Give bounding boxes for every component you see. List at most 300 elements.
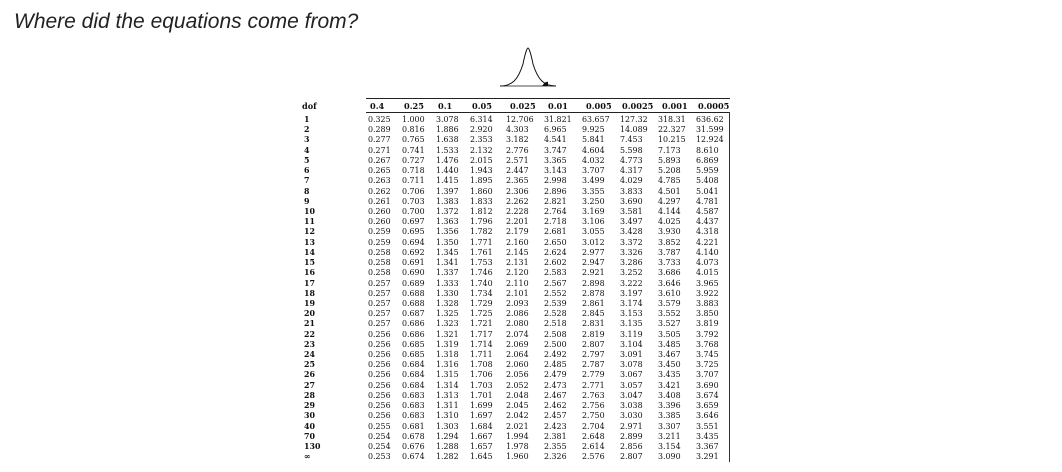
table-cell: 2.576 bbox=[582, 452, 605, 462]
table-cell: 8.610 bbox=[696, 145, 719, 155]
table-cell: 3.707 bbox=[582, 166, 605, 176]
table-cell: 0.686 bbox=[402, 319, 425, 329]
table-cell: 3.078 bbox=[620, 360, 643, 370]
table-cell: 0.695 bbox=[402, 227, 425, 237]
table-cell: 5.408 bbox=[696, 176, 719, 186]
table-cell: 0.257 bbox=[368, 288, 391, 298]
table-cell: 1.860 bbox=[470, 186, 493, 196]
table-cell: 2.771 bbox=[582, 380, 605, 390]
table-cell: 0.260 bbox=[368, 206, 391, 216]
table-cell: 3.819 bbox=[696, 319, 719, 329]
table-cell: 2.648 bbox=[582, 431, 605, 441]
table-cell: 2.015 bbox=[470, 155, 493, 165]
table-cell: 3.106 bbox=[582, 217, 605, 227]
table-cell: 4.029 bbox=[620, 176, 643, 186]
table-cell: 2.479 bbox=[544, 370, 567, 380]
table-cell: 2.819 bbox=[582, 329, 605, 339]
table-cell: 2.052 bbox=[506, 380, 529, 390]
table-cell: 3.435 bbox=[658, 370, 681, 380]
table-cell: 1.319 bbox=[436, 339, 459, 349]
table-cell: 3.291 bbox=[696, 452, 719, 462]
alpha-header: 0.001 bbox=[662, 101, 688, 111]
table-cell: 3.182 bbox=[506, 135, 529, 145]
table-cell: 3.450 bbox=[658, 360, 681, 370]
table-cell: 2.807 bbox=[582, 339, 605, 349]
table-cell: 1.746 bbox=[470, 268, 493, 278]
table-cell: 31.821 bbox=[544, 115, 572, 124]
table-cell: 0.683 bbox=[402, 390, 425, 400]
table-cell: 0.687 bbox=[402, 309, 425, 319]
table-cell: 3.485 bbox=[658, 339, 681, 349]
table-cell: 0.688 bbox=[402, 288, 425, 298]
dof-cell: 11 bbox=[304, 217, 315, 227]
table-cell: 3.733 bbox=[658, 258, 681, 268]
table-cell: 0.683 bbox=[402, 401, 425, 411]
table-cell: 14.089 bbox=[620, 125, 648, 135]
table-cell: 0.258 bbox=[368, 247, 391, 257]
table-cell: 3.030 bbox=[620, 411, 643, 421]
table-cell: 2.567 bbox=[544, 278, 567, 288]
table-cell: 4.144 bbox=[658, 206, 681, 216]
table-cell: 4.015 bbox=[696, 268, 719, 278]
dof-cell: 15 bbox=[304, 258, 315, 268]
table-cell: 2.920 bbox=[470, 125, 493, 135]
table-cell: 2.787 bbox=[582, 360, 605, 370]
table-cell: 3.396 bbox=[658, 401, 681, 411]
table-cell: 1.397 bbox=[436, 186, 459, 196]
table-cell: 0.254 bbox=[368, 431, 391, 441]
value-column bbox=[506, 116, 544, 462]
table-cell: 0.271 bbox=[368, 145, 391, 155]
table-cell: 4.297 bbox=[658, 196, 681, 206]
table-cell: 0.257 bbox=[368, 319, 391, 329]
table-cell: 12.706 bbox=[506, 115, 534, 124]
value-column bbox=[658, 116, 696, 462]
table-cell: 3.252 bbox=[620, 268, 643, 278]
table-cell: 1.345 bbox=[436, 247, 459, 257]
table-cell: 1.356 bbox=[436, 227, 459, 237]
table-cell: 1.476 bbox=[436, 155, 459, 165]
table-cell: 0.289 bbox=[368, 125, 391, 135]
table-cell: 1.383 bbox=[436, 196, 459, 206]
table-cell: 2.467 bbox=[544, 390, 567, 400]
table-cell: 1.638 bbox=[436, 135, 459, 145]
table-cell: 4.318 bbox=[696, 227, 719, 237]
table-cell: 3.747 bbox=[544, 145, 567, 155]
table-cell: 9.925 bbox=[582, 125, 605, 135]
table-cell: 1.323 bbox=[436, 319, 459, 329]
table-cell: 2.160 bbox=[506, 237, 529, 247]
table-cell: 0.256 bbox=[368, 401, 391, 411]
table-cell: 2.021 bbox=[506, 421, 529, 431]
table-cell: 3.326 bbox=[620, 247, 643, 257]
table-cell: 2.704 bbox=[582, 421, 605, 431]
dof-cell: 7 bbox=[304, 176, 310, 186]
table-cell: 1.314 bbox=[436, 380, 459, 390]
header-rule bbox=[366, 112, 730, 113]
table-cell: 2.571 bbox=[506, 155, 529, 165]
table-cell: 3.408 bbox=[658, 390, 681, 400]
table-cell: 0.711 bbox=[402, 176, 425, 186]
dof-cell: 70 bbox=[304, 431, 315, 441]
alpha-header: 0.25 bbox=[404, 101, 424, 111]
table-cell: 4.073 bbox=[696, 258, 719, 268]
dof-cell: 26 bbox=[304, 370, 315, 380]
table-cell: 3.250 bbox=[582, 196, 605, 206]
table-cell: 3.467 bbox=[658, 350, 681, 360]
table-cell: 7.173 bbox=[658, 145, 681, 155]
table-cell: 3.922 bbox=[696, 288, 719, 298]
table-cell: 2.650 bbox=[544, 237, 567, 247]
table-cell: 0.688 bbox=[402, 298, 425, 308]
dof-cell: 20 bbox=[304, 309, 315, 319]
table-cell: 2.060 bbox=[506, 360, 529, 370]
table-cell: 127.32 bbox=[620, 115, 648, 124]
table-cell: 0.257 bbox=[368, 298, 391, 308]
table-cell: 4.032 bbox=[582, 155, 605, 165]
table-cell: 2.042 bbox=[506, 411, 529, 421]
table-cell: 2.552 bbox=[544, 288, 567, 298]
table-cell: 1.833 bbox=[470, 196, 493, 206]
table-cell: 2.462 bbox=[544, 401, 567, 411]
table-cell: 0.254 bbox=[368, 442, 391, 451]
table-cell: 5.598 bbox=[620, 145, 643, 155]
table-cell: 1.729 bbox=[470, 298, 493, 308]
table-cell: 1.886 bbox=[436, 125, 459, 135]
table-cell: 3.057 bbox=[620, 380, 643, 390]
table-cell: 1.315 bbox=[436, 370, 459, 380]
table-cell: 31.599 bbox=[696, 125, 724, 135]
table-cell: 3.211 bbox=[658, 431, 681, 441]
table-cell: 3.646 bbox=[658, 278, 681, 288]
table-cell: 2.457 bbox=[544, 411, 567, 421]
dof-cell: 22 bbox=[304, 329, 315, 339]
table-cell: 1.734 bbox=[470, 288, 493, 298]
table-cell: 0.256 bbox=[368, 350, 391, 360]
table-cell: 0.765 bbox=[402, 135, 425, 145]
table-cell: 3.367 bbox=[696, 442, 719, 451]
table-cell: 1.782 bbox=[470, 227, 493, 237]
table-cell: 3.435 bbox=[696, 431, 719, 441]
table-cell: 2.821 bbox=[544, 196, 567, 206]
alpha-header: 0.05 bbox=[472, 101, 492, 111]
table-cell: 0.261 bbox=[368, 196, 391, 206]
table-cell: 3.499 bbox=[582, 176, 605, 186]
table-cell: 3.286 bbox=[620, 258, 643, 268]
table-cell: 1.721 bbox=[470, 319, 493, 329]
table-cell: 3.674 bbox=[696, 390, 719, 400]
table-cell: 0.697 bbox=[402, 217, 425, 227]
alpha-header: 0.0005 bbox=[698, 101, 730, 111]
dof-header: dof bbox=[302, 101, 317, 111]
table-cell: 63.657 bbox=[582, 115, 610, 124]
table-cell: 2.326 bbox=[544, 452, 567, 462]
table-cell: 2.381 bbox=[544, 431, 567, 441]
dof-cell: 3 bbox=[304, 135, 310, 145]
table-cell: 3.579 bbox=[658, 298, 681, 308]
table-cell: 2.353 bbox=[470, 135, 493, 145]
table-cell: 3.307 bbox=[658, 421, 681, 431]
dof-column bbox=[304, 115, 321, 462]
table-cell: 6.965 bbox=[544, 125, 567, 135]
table-cell: 2.064 bbox=[506, 350, 529, 360]
table-cell: 2.681 bbox=[544, 227, 567, 237]
table-cell: 3.833 bbox=[620, 186, 643, 196]
table-cell: 1.440 bbox=[436, 166, 459, 176]
table-cell: 3.372 bbox=[620, 237, 643, 247]
table-cell: 2.750 bbox=[582, 411, 605, 421]
table-cell: 3.686 bbox=[658, 268, 681, 278]
table-cell: 2.602 bbox=[544, 258, 567, 268]
table-cell: 2.539 bbox=[544, 298, 567, 308]
table-cell: 2.120 bbox=[506, 268, 529, 278]
table-cell: 3.222 bbox=[620, 278, 643, 288]
table-cell: 1.753 bbox=[470, 258, 493, 268]
table-cell: 3.852 bbox=[658, 237, 681, 247]
table-cell: 1.714 bbox=[470, 339, 493, 349]
table-cell: 0.676 bbox=[402, 442, 425, 451]
table-cell: 4.604 bbox=[582, 145, 605, 155]
table-cell: 3.792 bbox=[696, 329, 719, 339]
table-cell: 5.841 bbox=[582, 135, 605, 145]
table-cell: 3.428 bbox=[620, 227, 643, 237]
table-cell: 1.341 bbox=[436, 258, 459, 268]
table-cell: 1.703 bbox=[470, 380, 493, 390]
table-cell: 0.267 bbox=[368, 155, 391, 165]
table-cell: 1.333 bbox=[436, 278, 459, 288]
table-cell: 5.893 bbox=[658, 155, 681, 165]
table-cell: 1.363 bbox=[436, 217, 459, 227]
table-cell: 0.700 bbox=[402, 206, 425, 216]
table-cell: 3.930 bbox=[658, 227, 681, 237]
table-cell: 3.883 bbox=[696, 298, 719, 308]
table-cell: 2.899 bbox=[620, 431, 643, 441]
table-cell: 318.31 bbox=[658, 115, 686, 124]
table-cell: 0.256 bbox=[368, 390, 391, 400]
table-cell: 3.197 bbox=[620, 288, 643, 298]
table-cell: 0.686 bbox=[402, 329, 425, 339]
table-cell: 1.282 bbox=[436, 452, 459, 462]
table-cell: 0.691 bbox=[402, 258, 425, 268]
table-cell: 3.725 bbox=[696, 360, 719, 370]
table-cell: 1.717 bbox=[470, 329, 493, 339]
table-cell: 3.104 bbox=[620, 339, 643, 349]
table-cell: 2.086 bbox=[506, 309, 529, 319]
table-cell: 1.684 bbox=[470, 421, 493, 431]
table-cell: 22.327 bbox=[658, 125, 686, 135]
dof-cell: 24 bbox=[304, 350, 315, 360]
table-cell: 0.257 bbox=[368, 278, 391, 288]
table-cell: 2.971 bbox=[620, 421, 643, 431]
table-cell: 3.047 bbox=[620, 390, 643, 400]
dof-cell: 12 bbox=[304, 227, 315, 237]
table-cell: 2.977 bbox=[582, 247, 605, 257]
table-cell: 0.257 bbox=[368, 309, 391, 319]
table-cell: 1.657 bbox=[470, 442, 493, 451]
table-cell: 0.685 bbox=[402, 350, 425, 360]
table-cell: 4.221 bbox=[696, 237, 719, 247]
table-cell: 2.500 bbox=[544, 339, 567, 349]
table-cell: 1.978 bbox=[506, 442, 529, 451]
table-cell: 1.960 bbox=[506, 452, 529, 462]
table-cell: 2.056 bbox=[506, 370, 529, 380]
table-cell: 2.228 bbox=[506, 206, 529, 216]
table-cell: 2.101 bbox=[506, 288, 529, 298]
table-cell: 1.311 bbox=[436, 401, 459, 411]
table-cell: 2.447 bbox=[506, 166, 529, 176]
dof-cell: 6 bbox=[304, 166, 310, 176]
table-cell: 3.421 bbox=[658, 380, 681, 390]
curve-line bbox=[500, 48, 556, 86]
table-cell: 2.492 bbox=[544, 350, 567, 360]
table-cell: 2.998 bbox=[544, 176, 567, 186]
table-cell: 2.365 bbox=[506, 176, 529, 186]
table-cell: 2.797 bbox=[582, 350, 605, 360]
table-cell: 3.169 bbox=[582, 206, 605, 216]
table-cell: 0.816 bbox=[402, 125, 425, 135]
value-column bbox=[436, 116, 470, 462]
value-column bbox=[582, 116, 620, 462]
table-cell: 4.303 bbox=[506, 125, 529, 135]
dof-cell: 5 bbox=[304, 155, 310, 165]
dof-cell: 16 bbox=[304, 268, 315, 278]
table-cell: 2.473 bbox=[544, 380, 567, 390]
table-cell: 1.350 bbox=[436, 237, 459, 247]
table-cell: 0.259 bbox=[368, 237, 391, 247]
table-cell: 3.078 bbox=[436, 115, 459, 124]
alpha-header: 0.005 bbox=[586, 101, 612, 111]
table-cell: 1.310 bbox=[436, 411, 459, 421]
table-cell: 1.697 bbox=[470, 411, 493, 421]
table-cell: 0.678 bbox=[402, 431, 425, 441]
table-cell: 4.781 bbox=[696, 196, 719, 206]
table-cell: 3.552 bbox=[658, 309, 681, 319]
table-cell: 10.215 bbox=[658, 135, 686, 145]
table-cell: 0.255 bbox=[368, 421, 391, 431]
table-cell: 2.355 bbox=[544, 442, 567, 451]
table-cell: 1.943 bbox=[470, 166, 493, 176]
table-cell: 2.718 bbox=[544, 217, 567, 227]
table-cell: 3.551 bbox=[696, 421, 719, 431]
table-cell: 3.787 bbox=[658, 247, 681, 257]
table-cell: 0.256 bbox=[368, 411, 391, 421]
table-cell: 0.674 bbox=[402, 452, 425, 462]
table-cell: 3.153 bbox=[620, 309, 643, 319]
table-cell: 4.140 bbox=[696, 247, 719, 257]
table-cell: 3.090 bbox=[658, 452, 681, 462]
table-cell: 0.265 bbox=[368, 166, 391, 176]
table-cell: 0.727 bbox=[402, 155, 425, 165]
table-cell: 0.683 bbox=[402, 411, 425, 421]
alpha-header: 0.025 bbox=[510, 101, 536, 111]
table-cell: 1.000 bbox=[402, 115, 425, 124]
table-cell: 1.812 bbox=[470, 206, 493, 216]
table-cell: 0.706 bbox=[402, 186, 425, 196]
table-cell: 4.773 bbox=[620, 155, 643, 165]
dof-cell: 2 bbox=[304, 125, 310, 135]
table-cell: 4.501 bbox=[658, 186, 681, 196]
table-cell: 0.263 bbox=[368, 176, 391, 186]
table-cell: 2.779 bbox=[582, 370, 605, 380]
table-cell: 2.045 bbox=[506, 401, 529, 411]
dof-cell: 9 bbox=[304, 196, 310, 206]
table-cell: 3.497 bbox=[620, 217, 643, 227]
table-cell: 2.776 bbox=[506, 145, 529, 155]
alpha-header: 0.0025 bbox=[622, 101, 654, 111]
table-cell: 1.294 bbox=[436, 431, 459, 441]
table-cell: 1.761 bbox=[470, 247, 493, 257]
table-cell: 0.684 bbox=[402, 360, 425, 370]
dof-cell: ∞ bbox=[304, 452, 311, 462]
table-cell: 2.861 bbox=[582, 298, 605, 308]
table-cell: 0.685 bbox=[402, 339, 425, 349]
table-cell: 2.080 bbox=[506, 319, 529, 329]
table-cell: 5.041 bbox=[696, 186, 719, 196]
table-cell: 3.355 bbox=[582, 186, 605, 196]
table-cell: 2.306 bbox=[506, 186, 529, 196]
table-cell: 3.055 bbox=[582, 227, 605, 237]
table-cell: 1.711 bbox=[470, 350, 493, 360]
table-cell: 3.646 bbox=[696, 411, 719, 421]
table-cell: 3.690 bbox=[696, 380, 719, 390]
table-cell: 1.330 bbox=[436, 288, 459, 298]
table-cell: 3.135 bbox=[620, 319, 643, 329]
dof-cell: 40 bbox=[304, 421, 315, 431]
table-cell: 1.303 bbox=[436, 421, 459, 431]
dof-cell: 130 bbox=[304, 442, 321, 451]
dof-cell: 28 bbox=[304, 390, 315, 400]
slide-heading: Where did the equations come from? bbox=[14, 10, 359, 33]
table-cell: 3.659 bbox=[696, 401, 719, 411]
table-cell: 4.541 bbox=[544, 135, 567, 145]
table-cell: 5.208 bbox=[658, 166, 681, 176]
table-cell: 0.325 bbox=[368, 115, 391, 124]
value-column bbox=[696, 116, 730, 462]
table-cell: 3.154 bbox=[658, 442, 681, 451]
dof-cell: 8 bbox=[304, 186, 310, 196]
t-distribution-table bbox=[300, 98, 730, 466]
table-cell: 3.365 bbox=[544, 155, 567, 165]
value-column bbox=[368, 116, 402, 462]
table-cell: 4.317 bbox=[620, 166, 643, 176]
table-cell: 3.768 bbox=[696, 339, 719, 349]
table-cell: 3.012 bbox=[582, 237, 605, 247]
table-cell: 4.437 bbox=[696, 217, 719, 227]
alpha-header: 0.4 bbox=[370, 101, 385, 111]
table-cell: 2.845 bbox=[582, 309, 605, 319]
table-cell: 3.119 bbox=[620, 329, 643, 339]
table-cell: 2.518 bbox=[544, 319, 567, 329]
table-cell: 1.328 bbox=[436, 298, 459, 308]
table-cell: 0.689 bbox=[402, 278, 425, 288]
table-cell: 12.924 bbox=[696, 135, 724, 145]
table-cell: 3.581 bbox=[620, 206, 643, 216]
value-column bbox=[470, 116, 506, 462]
table-cell: 0.692 bbox=[402, 247, 425, 257]
dof-cell: 17 bbox=[304, 278, 315, 288]
table-cell: 2.074 bbox=[506, 329, 529, 339]
table-cell: 3.527 bbox=[658, 319, 681, 329]
table-cell: 1.667 bbox=[470, 431, 493, 441]
dof-cell: 13 bbox=[304, 237, 315, 247]
dof-cell: 30 bbox=[304, 411, 315, 421]
table-cell: 0.260 bbox=[368, 217, 391, 227]
table-cell: 1.994 bbox=[506, 431, 529, 441]
table-cell: 2.145 bbox=[506, 247, 529, 257]
table-cell: 3.385 bbox=[658, 411, 681, 421]
table-cell: 3.707 bbox=[696, 370, 719, 380]
t-distribution-curve bbox=[498, 44, 558, 92]
